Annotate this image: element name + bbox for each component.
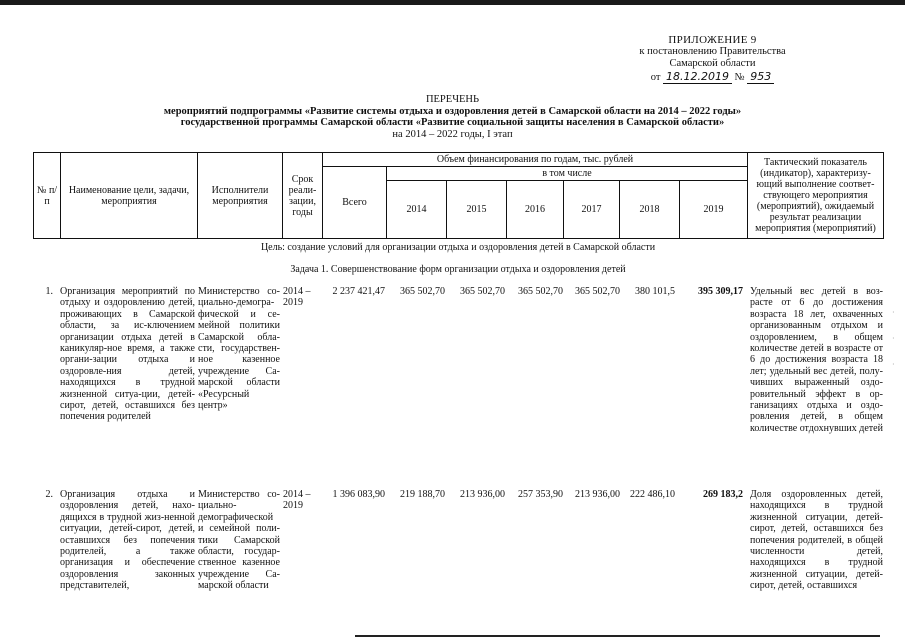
row-2017: 365 502,70 [575,286,620,297]
bottom-rule [355,635,880,637]
goal-line: Цель: создание условий для организации отдыха и оздоровления детей в Самарской области [260,242,656,253]
row-term: 2014 – 2019 [283,489,311,512]
title-line-3: на 2014 – 2022 годы, I этап [392,128,513,140]
row-executors: Министерство со-циально-демографической и семейной поли-тики Самарской области, государ-ственное казенное учреждение Са-марской области [198,489,280,592]
row-2016: 257 353,90 [518,489,563,500]
appendix-date-line [560,71,865,84]
row-indicator: Удельный вес детей в воз-расте от 6 до достижения возраста 18 лет, охваченных организованным отдыхом и оздоровлением, в общем количестве детей в возрасте от 6 до достижения возраста 18 лет; удельный вес детей, полу-чивших выраженный оздо-ровительный эффект в ор-ганизациях отдыха и оздо-ровления детей, в общем количестве отдохнувших детей [750,286,883,434]
row-activity-name: Организация отдыха и оздоровления детей, нахо-дящихся в трудной жиз-ненной ситуации, детей-сирот, детей, оставшихся без попечения родителей, а также организация и обеспечение оздоровления законных представителей, [60,489,195,592]
row-2016: 365 502,70 [518,286,563,297]
appendix-title: ПРИЛОЖЕНИЕ 9 [668,34,757,46]
appendix-line-1: к постановлению Правительства [639,46,786,57]
col-year-header: 2017 [564,181,620,239]
appendix-block [560,34,865,84]
top-border [0,0,905,5]
from-label: от [650,72,661,83]
row-total: 2 237 421,47 [332,286,385,297]
row-indicator: Доля оздоровленных детей, находящихся в трудной жизненной ситуации, детей-сирот, детей, оставшихся без попечения родителей, в общей численности детей, находящихся в трудной жизненной ситуации, детей-сирот, детей, оставшихся [750,489,883,592]
document-title: ПЕРЕЧЕНЬ [425,94,480,105]
decree-date: 18.12.2019 [663,70,732,84]
row-2018: 380 101,5 [635,286,675,297]
col-year-header: 2016 [507,181,564,239]
row-2019: 269 183,2 [703,489,743,500]
row-activity-name: Организация мероприятий по отдыху и оздоровлению детей, проживающих в Самарской области, за ис-ключением организации отдыха детей в каникуляр-ное время, а также органи-зации отдыха и оздоровле-ния детей, находящихся в трудной жизненной ситуа-ции, детей-сирот, детей, оставшихся без попечения родителей [60,286,195,423]
title-line-1: мероприятий подпрограммы «Развитие системы отдыха и оздоровления детей в Самарской области на 2014 – 2022 годы» [163,105,742,117]
col-total-header: Всего [323,167,387,239]
col-year-header: 2019 [680,181,748,239]
col-year-header: 2014 [387,181,447,239]
col-executors-header: Исполнители мероприятия [198,153,283,239]
row-2017: 213 936,00 [575,489,620,500]
row-term: 2014 – 2019 [283,286,311,309]
appendix-line-2: Самарской области [669,58,756,69]
col-year-header: 2015 [447,181,507,239]
row-2015: 213 936,00 [460,489,505,500]
row-executors: Министерство со-циально-демогра-фической и се-мейной политики Самарской обла-сти, государствен-ное казенное учреждение Са-марской области «Ресурсный центр» [198,286,280,412]
scan-margin-marks: · · · [892,308,895,369]
col-funding-header: Объем финансирования по годам, тыс. рублей [323,153,748,167]
col-including-header: в том числе [387,167,748,181]
col-name-header: Наименование цели, задачи, мероприятия [61,153,198,239]
title-line-2: государственной программы Самарской области «Развитие социальной защиты населения в Самарской области» [180,117,725,128]
document-title-block [150,94,755,140]
row-2018: 222 486,10 [630,489,675,500]
row-2014: 219 188,70 [400,489,445,500]
row-2014: 365 502,70 [400,286,445,297]
col-indicator-header: Тактический показатель (индикатор), характеризу-ющий выполнение соответ-ствующего мероприятия (мероприятий), ожидаемый результат реализации мероприятия (мероприятий) [748,153,884,239]
col-term-header: Срок реали-зации, годы [283,153,323,239]
col-year-header: 2018 [620,181,680,239]
row-number: 2. [45,489,53,500]
number-label: № [734,72,745,83]
row-number: 1. [45,286,53,297]
row-2019: 395 309,17 [698,286,743,297]
decree-number: 953 [747,70,774,84]
header-table [33,152,884,239]
row-2015: 365 502,70 [460,286,505,297]
task-line: Задача 1. Совершенствование форм организации отдыха и оздоровления детей [290,264,626,275]
col-num-header: № п/п [34,153,61,239]
row-total: 1 396 083,90 [332,489,385,500]
